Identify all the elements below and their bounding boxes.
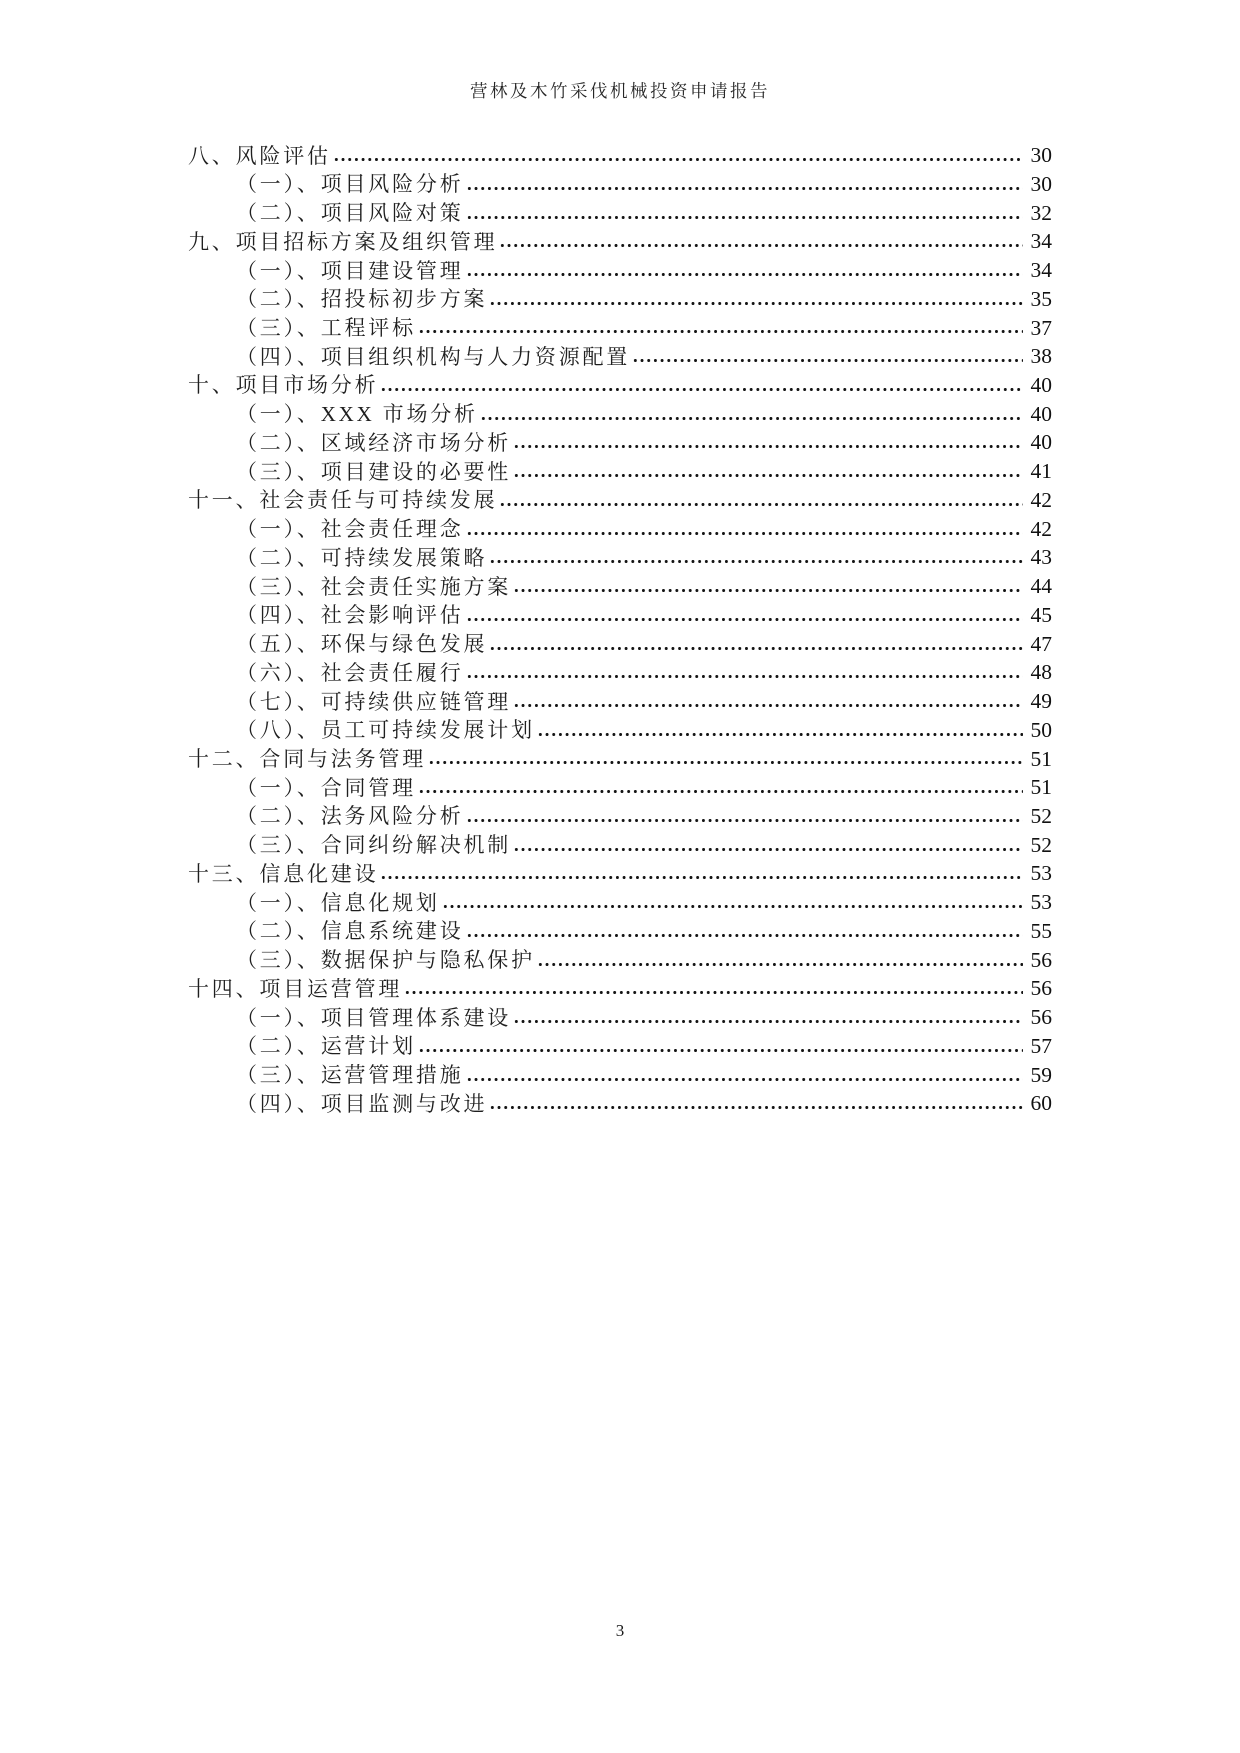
toc-dots-leader [380,369,1023,398]
toc-entry[interactable] [188,857,1052,886]
toc-entry-label: （二）、项目风险对策 [236,201,464,226]
toc-entry-label: （一）、社会责任理念 [236,517,464,542]
toc-dots-leader [537,944,1023,973]
toc-entry-page: 53 [1030,861,1052,886]
toc-entry-page: 45 [1030,602,1052,627]
toc-entry[interactable] [188,513,1052,542]
toc-entry-label: （一）、项目风险分析 [236,172,464,197]
toc-entry[interactable] [188,685,1052,714]
toc-entry-label: （三）、运营管理措施 [236,1063,464,1088]
toc-entry[interactable] [188,398,1052,427]
toc-entry[interactable] [188,915,1052,944]
toc-entry[interactable] [188,829,1052,858]
toc-entry[interactable] [188,1001,1052,1030]
toc-dots-leader [466,513,1024,542]
toc-entry-page: 42 [1030,516,1052,541]
toc-entry-page: 60 [1030,1091,1052,1116]
toc-dots-leader [466,599,1024,628]
toc-list [188,139,1052,1116]
toc-entry-label: （二）、运营计划 [236,1034,416,1059]
toc-entry-label: （二）、招投标初步方案 [236,287,488,312]
toc-entry-page: 42 [1030,487,1052,512]
toc-entry-page: 41 [1030,459,1052,484]
toc-entry-label: （二）、可持续发展策略 [236,545,488,570]
toc-entry[interactable] [188,972,1052,1001]
toc-entry[interactable] [188,656,1052,685]
toc-entry-label: （一）、合同管理 [236,775,416,800]
toc-entry[interactable] [188,742,1052,771]
toc-dots-leader [489,541,1023,570]
toc-dots-leader [380,857,1023,886]
toc-entry[interactable] [188,1087,1052,1116]
toc-entry[interactable] [188,886,1052,915]
toc-dots-leader [499,225,1023,254]
toc-entry[interactable] [188,771,1052,800]
toc-entry-page: 59 [1030,1062,1052,1087]
toc-entry-label: （二）、信息系统建设 [236,919,464,944]
toc-entry-page: 56 [1030,976,1052,1001]
toc-dots-leader [418,311,1023,340]
toc-dots-leader [513,1001,1023,1030]
toc-entry-label: （五）、环保与绿色发展 [236,632,488,657]
toc-entry-page: 49 [1030,689,1052,714]
toc-entry[interactable] [188,714,1052,743]
toc-entry-label: 十三、信息化建设 [188,861,379,886]
toc-entry-page: 52 [1030,803,1052,828]
toc-entry-page: 34 [1030,258,1052,283]
toc-entry-label: （一）、项目管理体系建设 [236,1005,512,1030]
toc-entry-page: 51 [1030,746,1052,771]
toc-entry-page: 35 [1030,286,1052,311]
toc-entry-label: 九、项目招标方案及组织管理 [188,229,498,254]
toc-entry-label: （四）、社会影响评估 [236,603,464,628]
toc-entry-page: 40 [1030,401,1052,426]
toc-entry-label: （四）、项目监测与改进 [236,1091,488,1116]
toc-dots-leader [537,714,1023,743]
toc-dots-leader [466,800,1024,829]
toc-dots-leader [466,196,1024,225]
toc-entry[interactable] [188,311,1052,340]
toc-dots-leader [466,1059,1024,1088]
toc-dots-leader [466,915,1024,944]
toc-entry-label: （七）、可持续供应链管理 [236,689,512,714]
toc-entry-label: （三）、项目建设的必要性 [236,459,512,484]
toc-entry-page: 56 [1030,947,1052,972]
toc-entry[interactable] [188,800,1052,829]
toc-entry-label: （四）、项目组织机构与人力资源配置 [236,344,631,369]
toc-entry-page: 30 [1030,171,1052,196]
toc-entry[interactable] [188,139,1052,168]
toc-entry[interactable] [188,1030,1052,1059]
toc-entry-page: 53 [1030,890,1052,915]
toc-entry-page: 32 [1030,200,1052,225]
toc-dots-leader [489,1087,1023,1116]
toc-entry-label: 八、风险评估 [188,143,331,168]
toc-entry[interactable] [188,340,1052,369]
toc-entry[interactable] [188,944,1052,973]
toc-entry-page: 47 [1030,631,1052,656]
toc-dots-leader [466,254,1024,283]
toc-entry[interactable] [188,283,1052,312]
toc-dots-leader [480,398,1023,427]
toc-dots-leader [513,455,1023,484]
toc-entry[interactable] [188,570,1052,599]
toc-entry-label: 十一、社会责任与可持续发展 [188,488,498,513]
toc-dots-leader [442,886,1023,915]
toc-entry-page: 40 [1030,430,1052,455]
toc-entry[interactable] [188,455,1052,484]
toc-entry-label: （二）、法务风险分析 [236,804,464,829]
toc-entry[interactable] [188,196,1052,225]
toc-entry-label: （六）、社会责任履行 [236,660,464,685]
toc-entry-page: 40 [1030,372,1052,397]
toc-entry[interactable] [188,599,1052,628]
page-number-footer: 3 [615,1621,625,1640]
toc-dots-leader [404,972,1023,1001]
toc-entry[interactable] [188,541,1052,570]
toc-dots-leader [428,742,1023,771]
document-header-title: 营林及木竹采伐机械投资申请报告 [470,81,770,101]
toc-dots-leader [466,168,1024,197]
toc-dots-leader [513,829,1023,858]
toc-entry-page: 44 [1030,574,1052,599]
toc-entry[interactable] [188,369,1052,398]
toc-entry-page: 51 [1030,775,1052,800]
toc-entry-label: 十、项目市场分析 [188,373,379,398]
toc-entry-page: 43 [1030,545,1052,570]
toc-dots-leader [513,570,1023,599]
toc-entry-label: （一）、项目建设管理 [236,258,464,283]
toc-dots-leader [489,627,1023,656]
toc-entry-page: 56 [1030,1005,1052,1030]
toc-entry-label: 十四、项目运营管理 [188,976,403,1001]
toc-entry-label: 十二、合同与法务管理 [188,747,426,772]
toc-dots-leader [632,340,1023,369]
toc-entry-page: 55 [1030,918,1052,943]
toc-entry-page: 50 [1030,717,1052,742]
toc-dots-leader [489,283,1023,312]
toc-entry-label: （一）、信息化规划 [236,890,440,915]
toc-dots-leader [418,771,1023,800]
toc-entry[interactable] [188,1059,1052,1088]
toc-dots-leader [513,685,1023,714]
toc-entry[interactable] [188,426,1052,455]
toc-dots-leader [466,656,1024,685]
toc-dots-leader [333,139,1023,168]
toc-entry[interactable] [188,168,1052,197]
toc-entry[interactable] [188,225,1052,254]
toc-entry[interactable] [188,254,1052,283]
toc-entry[interactable] [188,627,1052,656]
toc-entry-label: （三）、数据保护与隐私保护 [236,948,535,973]
toc-entry-page: 52 [1030,832,1052,857]
toc-entry-label: （二）、区域经济市场分析 [236,430,512,455]
toc-entry-label: （八）、员工可持续发展计划 [236,718,535,743]
toc-dots-leader [513,426,1023,455]
toc-entry-page: 34 [1030,229,1052,254]
toc-entry[interactable] [188,484,1052,513]
toc-dots-leader [499,484,1023,513]
toc-entry-page: 37 [1030,315,1052,340]
toc-entry-label: （三）、工程评标 [236,316,416,340]
toc-entry-page: 48 [1030,660,1052,685]
toc-entry-label: （三）、合同纠纷解决机制 [236,833,512,858]
toc-entry-label: （一）、XXX 市场分析 [236,402,478,427]
toc-dots-leader [418,1030,1023,1059]
toc-entry-page: 38 [1030,344,1052,369]
toc-entry-label: （三）、社会责任实施方案 [236,574,512,599]
toc-entry-page: 57 [1030,1033,1052,1058]
toc-entry-page: 30 [1030,143,1052,168]
